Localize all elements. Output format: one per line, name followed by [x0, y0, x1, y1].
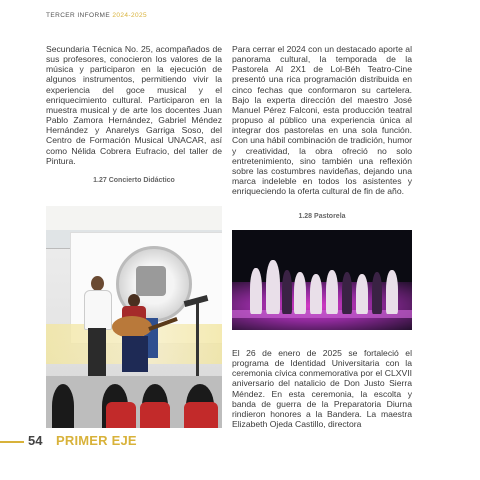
performer — [282, 270, 292, 314]
audience-red-shirt — [184, 402, 218, 428]
performer — [310, 274, 322, 314]
audience-red-shirt — [140, 402, 170, 428]
right-paragraph-bottom: El 26 de enero de 2025 se fortaleció el programa de Identidad Universitaria con la ceremonia cívica conmemorativa por el CLXVII aniversario del natalicio de Don Justo Sierra Méndez. En esta ceremonia, la escolta y banda de guerra de la Preparatoria Diurna rindieron honores a la Bandera. La maestra Elizabeth Ojeda Castillo, directora — [232, 348, 412, 430]
standing-musician — [82, 276, 112, 376]
right-paragraph-top: Para cerrar el 2024 con un destacado aporte al panorama cultural, la temporada de la Pastorela Al 2X1 de Lol-Béh Teatro-Cine presentó una rica programación distribuida en cinco fechas que conformaron su cartelera. Bajo la experta dirección del maestro José Manuel Pérez Falconi, esta producción teatral propuso al público una experiencia única al integrar dos pastorelas en una sola función. Con una hábil combinación de tradición, humor y creatividad, la obra ofreció no solo entretenimiento, sino también una reflexión sobre las costumbres navideñas, dejando una marca indeleble en todos los asistentes y enriqueciendo la oferta cultural de fin de año. — [232, 44, 412, 197]
section-title: PRIMER EJE — [56, 433, 137, 448]
page-number: 54 — [28, 433, 43, 448]
performer — [294, 272, 306, 314]
running-header — [46, 12, 147, 19]
photo1-caption: 1.27 Concierto Didáctico — [93, 177, 175, 184]
left-paragraph: Secundaria Técnica No. 25, acompañados de sus profesores, conocieron los valores de la música y participaron en la ejecución de algunos instrumentos, permitiendo vivir la experiencia del goce musical y el enriquecimiento cultural. Participaron en la muestra musical y de arte los docentes Juan Pablo Zamora Hernández, Gabriel Méndez Hernández y Anarelys Garriga Soso, del Centro de Formación Musical UNACAR, así como Nélida Cobrera Eufracio, del taller de Pintura. — [46, 44, 222, 166]
performer — [266, 260, 280, 314]
performer — [356, 274, 368, 314]
audience-red-shirt — [106, 402, 136, 428]
seal-center — [136, 266, 166, 296]
report-label: TERCER INFORME — [46, 12, 111, 19]
report-years: 2024-2025 — [112, 12, 148, 19]
performer — [372, 272, 382, 314]
pastorela-photo — [232, 230, 412, 330]
performer — [250, 268, 262, 314]
guitarist — [112, 294, 162, 374]
performer — [326, 270, 338, 314]
audience-head — [52, 384, 74, 428]
concert-photo — [46, 206, 222, 428]
performer — [342, 272, 352, 314]
left-text-column — [46, 44, 222, 166]
music-stand — [196, 302, 199, 376]
footer-rule — [0, 441, 24, 443]
right-text-column-bottom — [232, 348, 412, 429]
performer — [386, 270, 398, 314]
photo2-caption: 1.28 Pastorela — [298, 213, 346, 220]
right-text-column-top — [232, 44, 412, 196]
